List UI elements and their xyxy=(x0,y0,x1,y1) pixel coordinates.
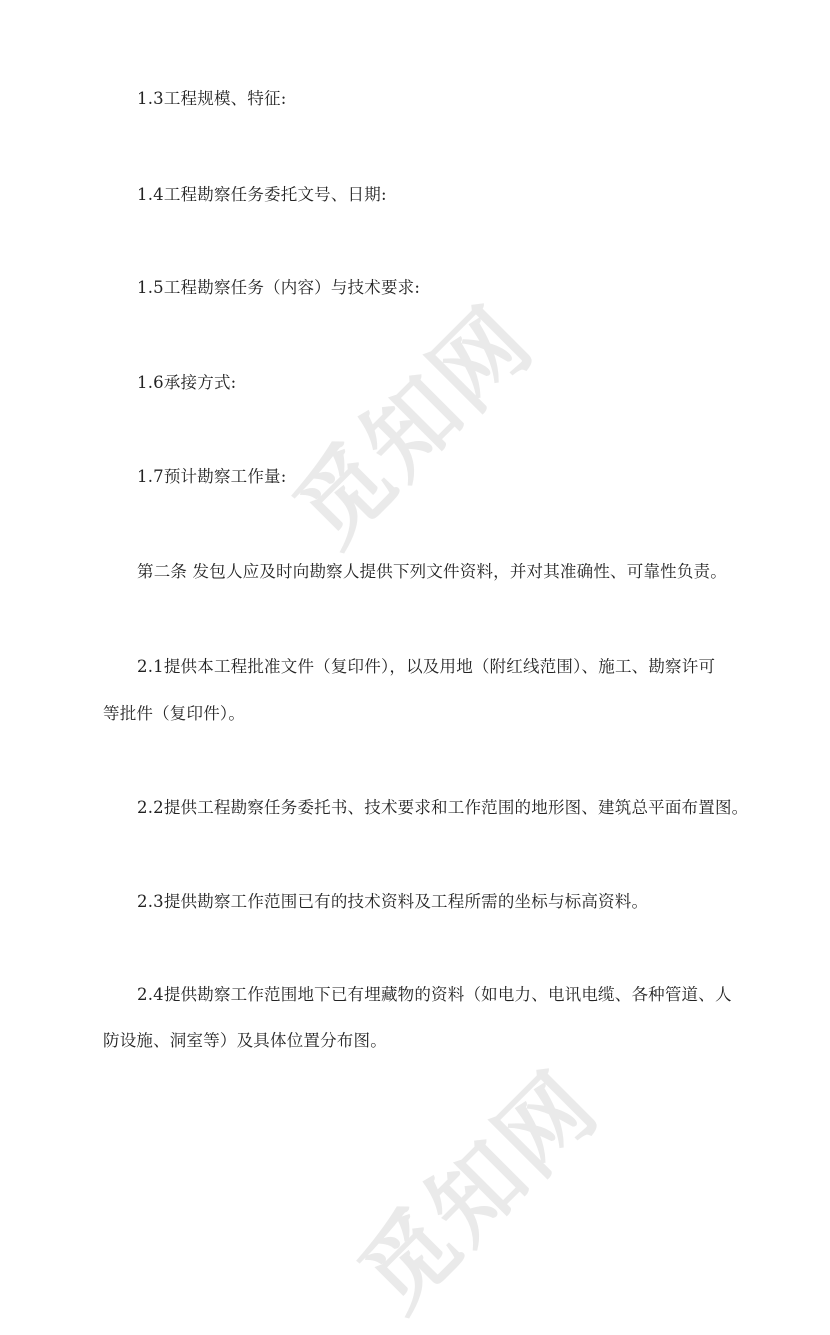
article-2-heading: 第二条 发包人应及时向勘察人提供下列文件资料，并对其准确性、可靠性负责。 xyxy=(137,562,727,581)
clause-2-1-continued: 等批件（复印件）。 xyxy=(103,704,246,723)
watermark: 觅知网 xyxy=(339,1051,619,1331)
clause-1-7: 1.7预计勘察工作量: xyxy=(137,467,287,486)
clause-2-2: 2.2提供工程勘察任务委托书、技术要求和工作范围的地形图、建筑总平面布置图。 xyxy=(137,798,749,817)
clause-1-5: 1.5工程勘察任务（内容）与技术要求: xyxy=(137,278,421,297)
watermark: 觅知网 xyxy=(274,286,554,566)
clause-2-4-continued: 防设施、洞室等）及具体位置分布图。 xyxy=(103,1031,387,1050)
clause-2-1: 2.1提供本工程批准文件（复印件），以及用地（附红线范围）、施工、勘察许可 xyxy=(137,657,716,676)
clause-1-4: 1.4工程勘察任务委托文号、日期: xyxy=(137,185,387,204)
clause-1-6: 1.6承接方式: xyxy=(137,373,237,392)
clause-1-3: 1.3工程规模、特征: xyxy=(137,89,287,108)
clause-2-4: 2.4提供勘察工作范围地下已有埋藏物的资料（如电力、电讯电缆、各种管道、人 xyxy=(137,985,732,1004)
clause-2-3: 2.3提供勘察工作范围已有的技术资料及工程所需的坐标与标高资料。 xyxy=(137,892,649,911)
